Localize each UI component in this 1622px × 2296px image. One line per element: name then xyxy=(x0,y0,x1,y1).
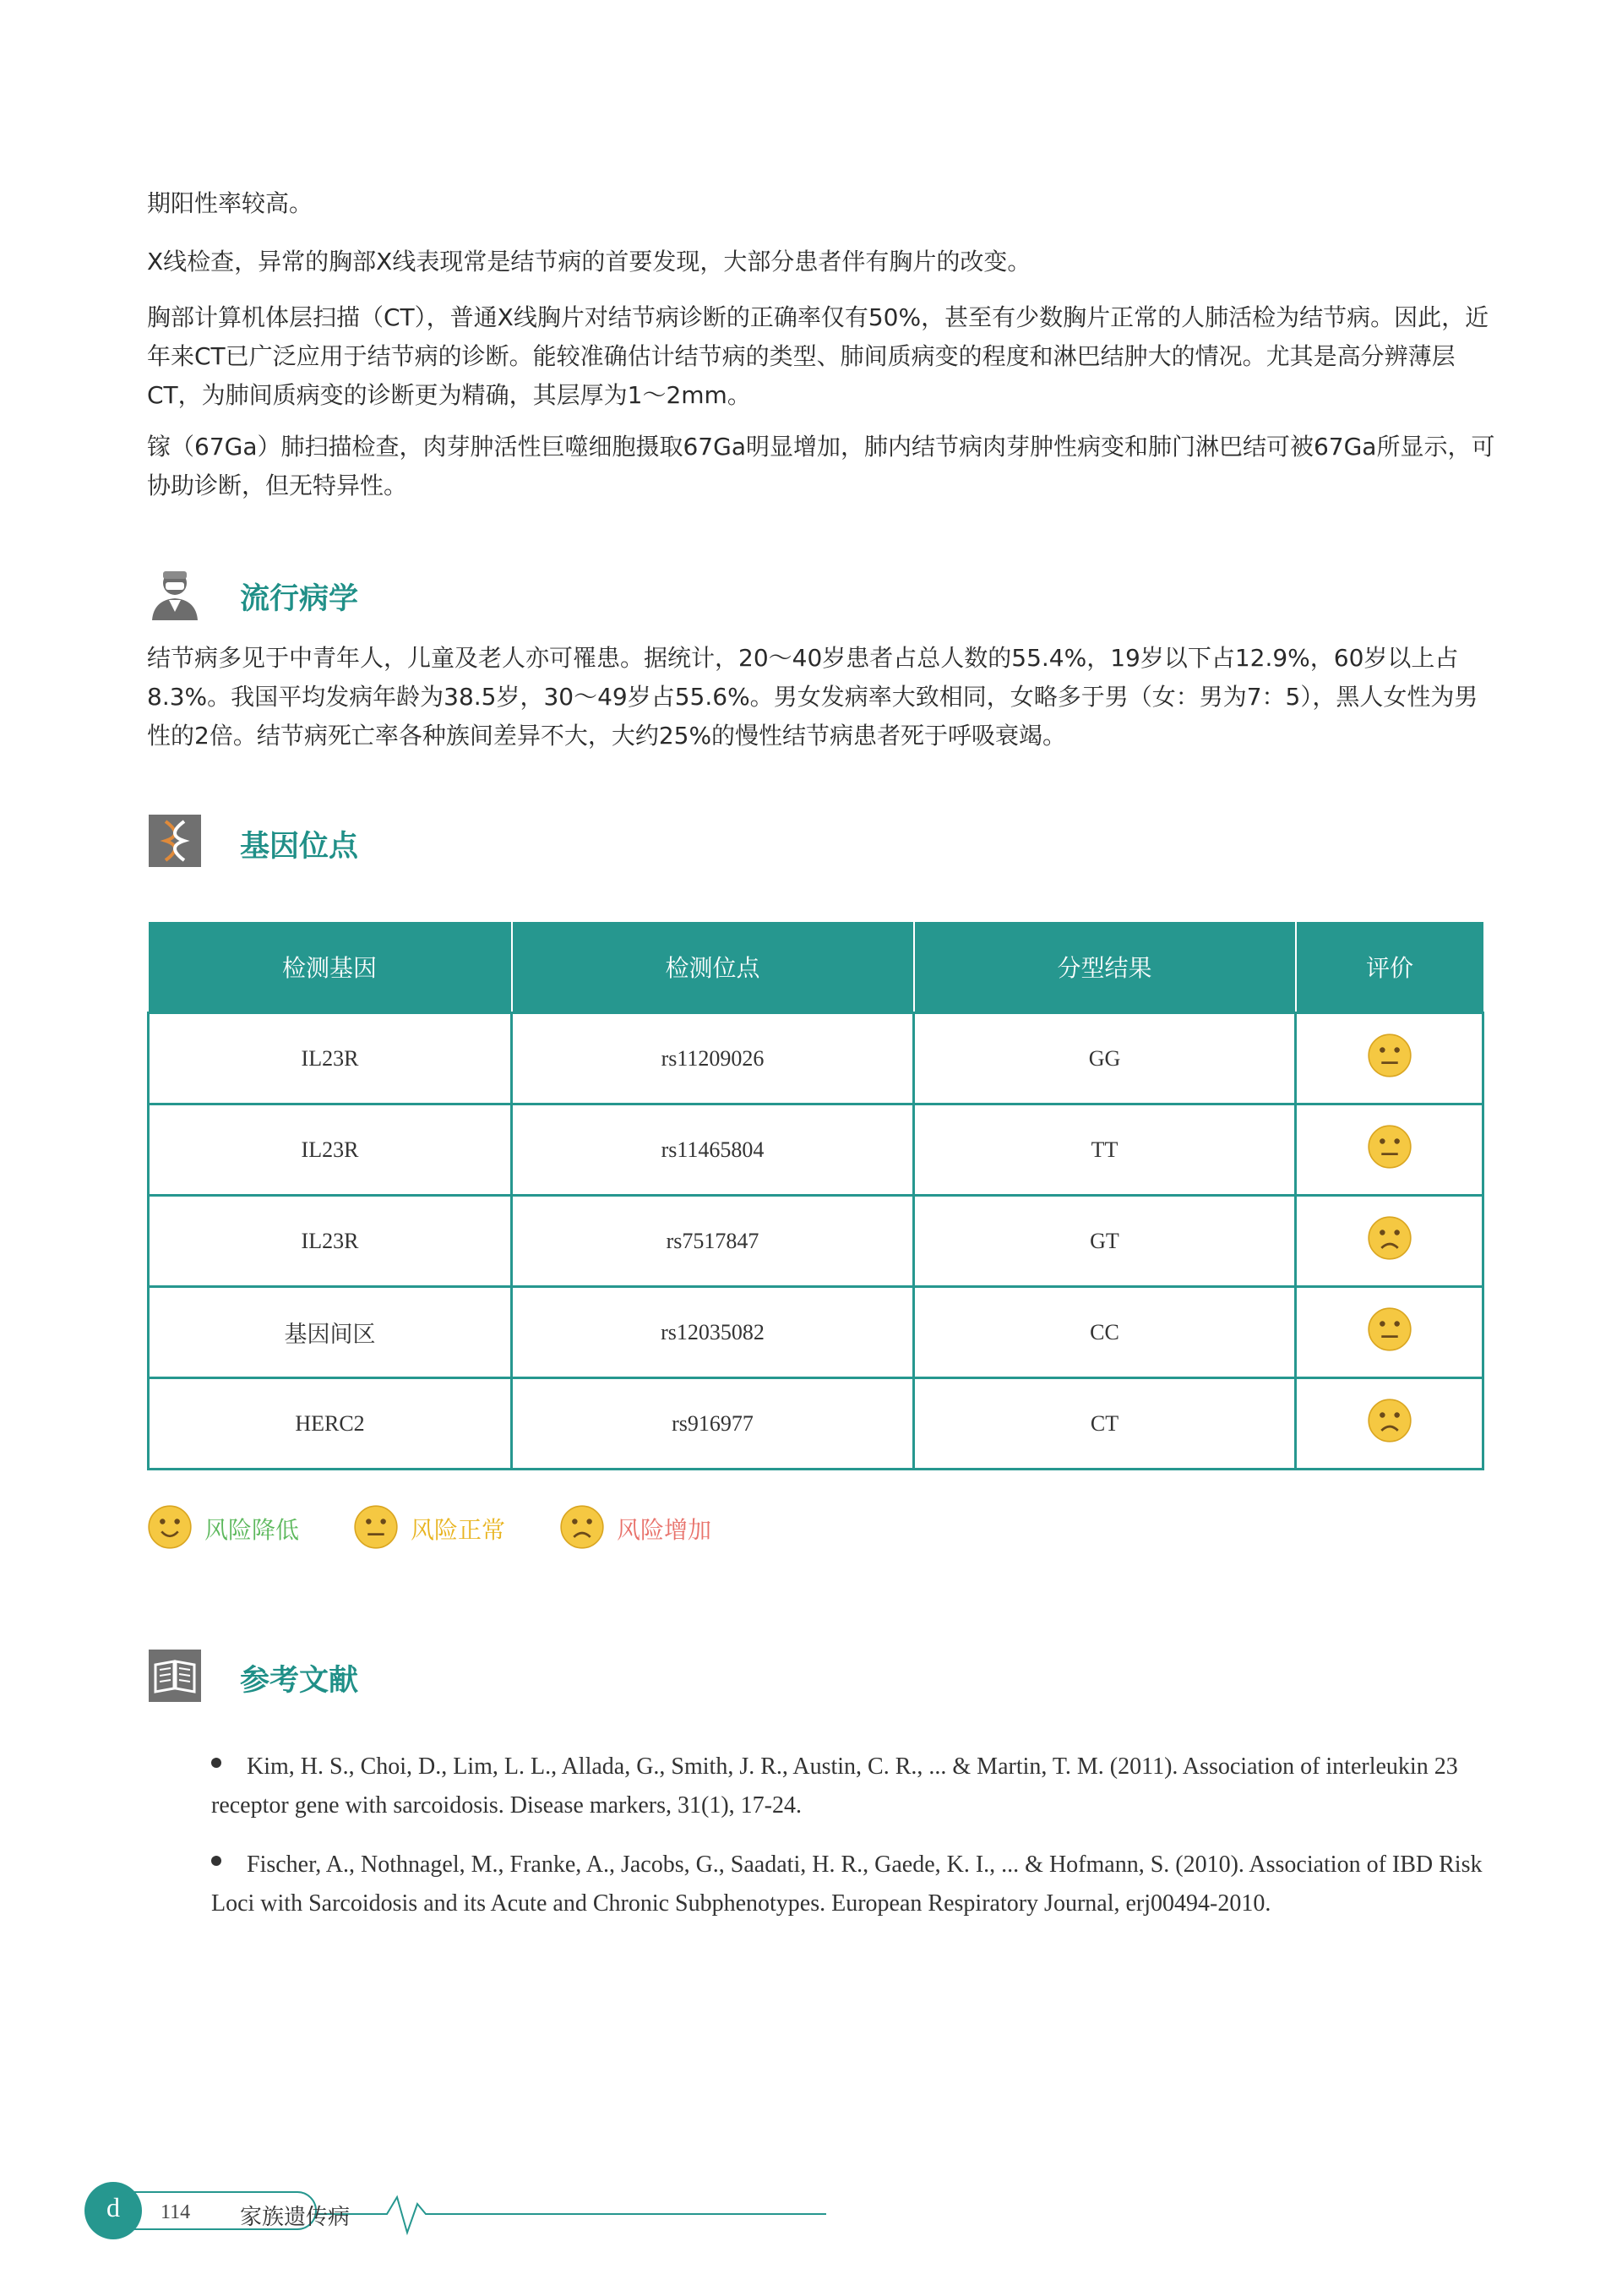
table-row xyxy=(149,1196,1483,1287)
genotype-cell: CC xyxy=(914,1287,1296,1378)
legend-label-low: 风险降低 xyxy=(204,1516,300,1544)
genotype-cell: TT xyxy=(914,1104,1296,1196)
legend-label-normal: 风险正常 xyxy=(411,1516,506,1544)
rating-cell xyxy=(1296,1013,1483,1104)
footer-decoration xyxy=(83,2180,835,2241)
legend-label-high: 风险增加 xyxy=(617,1516,712,1544)
book-title: 家族遗传病 xyxy=(240,2205,351,2230)
header-genotype: 分型结果 xyxy=(914,922,1296,1013)
legend-risk-low xyxy=(147,1504,299,1553)
reference-text-2: Fischer, A., Nothnagel, M., Franke, A., Jacobs, G., Saadati, H. R., Gaede, K. I., ... & Hofmann, S. (2010). Association of IBD Risk Loci with Sarcoidosis and its Acute and Chronic Subphenotypes. European Respiratory Journal, erj00494-2010. xyxy=(211,1852,1483,1917)
gene-loci-table xyxy=(147,922,1484,1470)
bullet-icon xyxy=(211,1856,221,1866)
paragraph-ct: 胸部计算机体层扫描（CT），普通X线胸片对结节病诊断的正确率仅有50%，甚至有少数胸片正常的人肺活检为结节病。因此，近年来CT已广泛应用于结节病的诊断。能较准确估计结节病的类型、肺间质病变的程度和淋巴结肿大的情况。尤其是高分辨薄层CT，为肺间质病变的诊断更为精确，其层厚为1～2mm。 xyxy=(147,303,1489,409)
rating-cell xyxy=(1296,1378,1483,1470)
genotype-cell: GG xyxy=(914,1013,1296,1104)
locus-cell: rs12035082 xyxy=(512,1287,914,1378)
paragraph-positive-rate: 期阳性率较高。 xyxy=(147,189,313,217)
legend-risk-normal xyxy=(353,1504,505,1553)
section-title-references: 参考文献 xyxy=(240,1664,359,1698)
dna-icon xyxy=(149,815,201,867)
neutral-face-icon xyxy=(1367,1124,1412,1175)
locus-cell: rs7517847 xyxy=(512,1196,914,1287)
reference-item-1 xyxy=(211,1748,1529,1825)
reference-text-1: Kim, H. S., Choi, D., Lim, L. L., Allada, G., Smith, J. R., Austin, C. R., ... & Martin, T. M. (2011). Association of interleukin 23 receptor gene with sarcoidosis. Disease markers, 31(1), 17-24. xyxy=(211,1753,1458,1819)
neutral-face-icon xyxy=(353,1504,399,1553)
rating-cell xyxy=(1296,1104,1483,1196)
header-rating: 评价 xyxy=(1296,922,1483,1013)
sad-face-icon xyxy=(559,1504,605,1553)
doctor-icon xyxy=(149,566,201,619)
locus-cell: rs11465804 xyxy=(512,1104,914,1196)
rating-cell xyxy=(1296,1196,1483,1287)
rating-cell xyxy=(1296,1287,1483,1378)
locus-cell: rs916977 xyxy=(512,1378,914,1470)
book-icon xyxy=(149,1650,201,1702)
table-row xyxy=(149,1287,1483,1378)
gene-cell: IL23R xyxy=(149,1013,512,1104)
table-header-row xyxy=(149,922,1483,1013)
paragraph-gallium: 镓（67Ga）肺扫描检查，肉芽肿活性巨噬细胞摄取67Ga明显增加，肺内结节病肉芽肿性病变和肺门淋巴结可被67Ga所显示，可协助诊断，但无特异性。 xyxy=(147,433,1495,499)
section-title-epidemiology: 流行病学 xyxy=(240,582,359,616)
gene-cell: HERC2 xyxy=(149,1378,512,1470)
section-title-gene-loci: 基因位点 xyxy=(240,830,359,864)
header-locus: 检测位点 xyxy=(512,922,914,1013)
gene-cell: IL23R xyxy=(149,1196,512,1287)
neutral-face-icon xyxy=(1367,1033,1412,1084)
reference-item-2 xyxy=(211,1846,1529,1923)
genotype-cell: GT xyxy=(914,1196,1296,1287)
locus-cell: rs11209026 xyxy=(512,1013,914,1104)
header-gene: 检测基因 xyxy=(149,922,512,1013)
table-row xyxy=(149,1013,1483,1104)
sad-face-icon xyxy=(1367,1215,1412,1267)
legend-risk-high xyxy=(559,1504,711,1553)
gene-cell: 基因间区 xyxy=(149,1287,512,1378)
table-row xyxy=(149,1378,1483,1470)
page-number: 114 xyxy=(161,2201,191,2223)
bullet-icon xyxy=(211,1758,221,1768)
table-row xyxy=(149,1104,1483,1196)
neutral-face-icon xyxy=(1367,1306,1412,1358)
gene-cell: IL23R xyxy=(149,1104,512,1196)
paragraph-epidemiology: 结节病多见于中青年人，儿童及老人亦可罹患。据统计，20～40岁患者占总人数的55.4%，19岁以下占12.9%，60岁以上占8.3%。我国平均发病年龄为38.5岁，30～49岁占55.6%。男女发病率大致相同，女略多于男（女：男为7：5），黑人女性为男性的2倍。结节病死亡率各种族间差异不大，大约25%的慢性结节病患者死于呼吸衰竭。 xyxy=(147,644,1478,750)
genotype-cell: CT xyxy=(914,1378,1296,1470)
footer-badge: d xyxy=(106,2192,120,2222)
paragraph-xray: X线检查，异常的胸部X线表现常是结节病的首要发现，大部分患者伴有胸片的改变。 xyxy=(147,248,1031,275)
smile-face-icon xyxy=(147,1504,193,1553)
sad-face-icon xyxy=(1367,1398,1412,1449)
